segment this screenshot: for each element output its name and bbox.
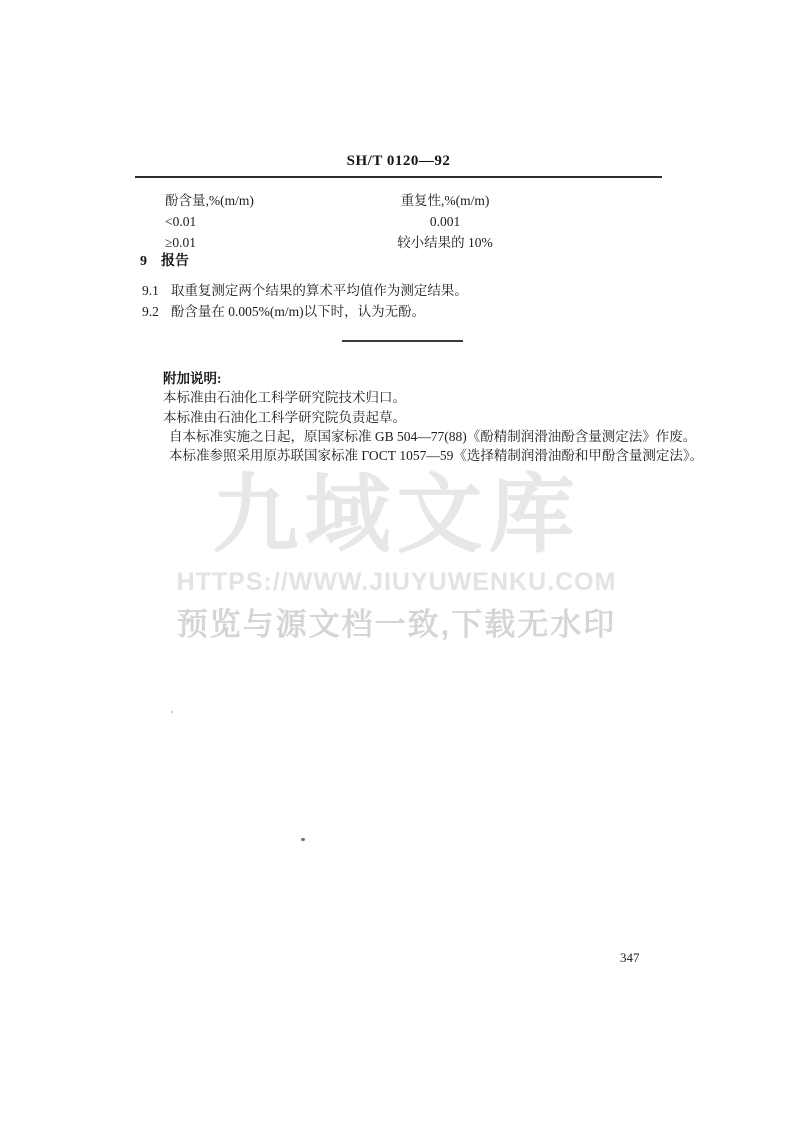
section-9-heading [140, 250, 189, 270]
clause-text: 酚含量在 0.005%(m/m)以下时，认为无酚。 [170, 304, 426, 319]
scan-speck [301, 838, 305, 841]
table-column-header: 重复性,%(m/m) [400, 193, 490, 208]
section-title: 报告 [161, 254, 189, 269]
table-cell: 0.001 [429, 214, 461, 229]
additional-notes-block [163, 369, 703, 465]
section-number: 9 [140, 254, 147, 269]
table-cell: ≥0.01 [165, 235, 197, 250]
table-column-repeatability [350, 190, 540, 253]
standard-code: SH/T 0120—92 [346, 153, 451, 169]
table-cell: 较小结果的 10% [397, 235, 493, 250]
document-number-heading [135, 153, 662, 170]
table-column-phenol-content [165, 190, 254, 253]
watermark-tagline: 预览与源文档一致,下载无水印 [176, 607, 617, 642]
clause-number: 9.2 [142, 304, 159, 319]
additional-note-line: 本标准由石油化工科学研究院技术归口。 [163, 390, 406, 406]
clause-9-2 [142, 300, 425, 320]
table-column-header: 酚含量,%(m/m) [165, 193, 254, 208]
watermark-url: HTTPS://WWW.JIUYUWENKU.COM [176, 568, 617, 596]
table-cell: <0.01 [165, 214, 197, 229]
additional-note-line: 本标准参照采用原苏联国家标准 ГОСТ 1057—59《选择精制润滑油酚和甲酚含量测定法》。 [169, 448, 704, 464]
clause-number: 9.1 [142, 283, 159, 298]
scan-speck [171, 711, 173, 713]
header-rule [135, 176, 662, 178]
watermark-brand: 九域文库 [212, 467, 581, 563]
end-of-text-divider [342, 340, 463, 342]
additional-notes-title: 附加说明: [163, 371, 222, 386]
clause-9-1 [142, 279, 468, 299]
additional-note-line: 本标准由石油化工科学研究院负责起草。 [163, 409, 406, 425]
page-number: 347 [620, 950, 640, 965]
clause-text: 取重复测定两个结果的算术平均值作为测定结果。 [170, 283, 468, 298]
additional-note-line: 自本标准实施之日起，原国家标准 GB 504—77(88)《酚精制润滑油酚含量测定法》作废。 [169, 428, 697, 444]
